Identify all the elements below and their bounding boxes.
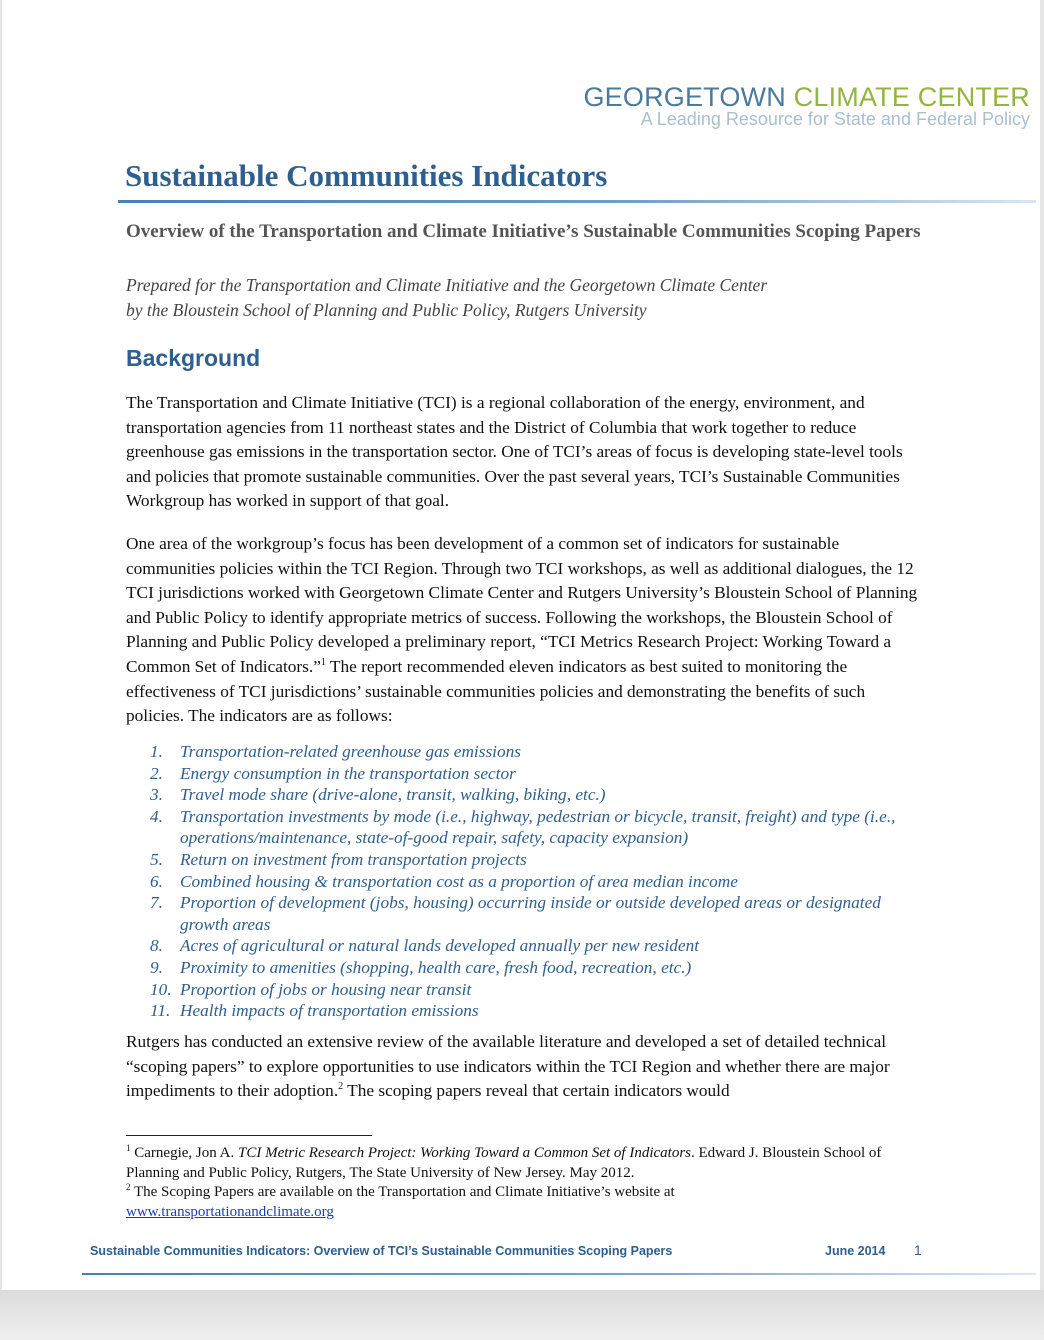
paragraph-3 (126, 1030, 918, 1104)
document-subtitle: Overview of the Transportation and Climate Initiative’s Sustainable Communities Scoping Papers (126, 221, 921, 242)
footnote-1-number: 1 (126, 1143, 131, 1153)
footer-date: June 2014 (825, 1244, 886, 1258)
paragraph-1: The Transportation and Climate Initiative (TCI) is a regional collaboration of the energy, environment, and transportation agencies from 11 northeast states and the District of Columbia that work together to reduce greenhouse gas emissions in the transportation sector. One of TCI’s areas of focus is developing state-level tools and policies that promote sustainable communities. Over the past several years, TCI’s Sustainable Communities Workgroup has worked in support of that goal. (126, 393, 903, 511)
footer-rule (82, 1273, 1036, 1275)
footnote-ref-1[interactable]: 1 (320, 657, 326, 669)
list-number: 2. (150, 763, 163, 783)
list-item-text: Acres of agricultural or natural lands developed annually per new resident (180, 936, 700, 956)
list-item (126, 935, 926, 957)
list-number: 10. (150, 979, 172, 999)
list-number: 4. (150, 806, 163, 826)
list-item-text: Proximity to amenities (shopping, health care, fresh food, recreation, etc.) (180, 957, 692, 977)
list-number: 6. (150, 871, 163, 891)
document-page (2, 0, 1040, 1300)
footnote-2-number: 2 (126, 1182, 131, 1192)
list-item (126, 806, 926, 849)
list-number: 9. (150, 957, 163, 977)
indicator-list (126, 741, 926, 1022)
list-number: 11. (150, 1001, 171, 1021)
prepared-line-2: by the Bloustein School of Planning and Public Policy, Rutgers University (126, 300, 647, 320)
page-title: Sustainable Communities Indicators (125, 158, 608, 193)
list-number: 8. (150, 936, 163, 956)
footer-running-title: Sustainable Communities Indicators: Overview of TCI’s Sustainable Communities Scoping Papers (90, 1244, 673, 1258)
footnote-separator (126, 1135, 372, 1136)
paragraph-3-text-cont: The scoping papers reveal that certain indicators would (343, 1081, 730, 1101)
viewer-background (0, 1290, 1044, 1340)
list-item (126, 892, 926, 935)
paragraph-2 (126, 532, 918, 729)
list-number: 5. (150, 849, 163, 869)
list-number: 7. (150, 893, 163, 913)
list-item (126, 849, 926, 871)
logo-tagline: A Leading Resource for State and Federal Policy (640, 109, 1030, 129)
prepared-for (126, 273, 926, 323)
footnote-2 (126, 1183, 926, 1222)
page-number: 1 (914, 1242, 922, 1258)
logo-georgetown: GEORGETOWN (583, 82, 786, 112)
list-item-text: Energy consumption in the transportation sector (180, 763, 516, 783)
prepared-line-1: Prepared for the Transportation and Climate Initiative and the Georgetown Climate Center (126, 275, 768, 295)
title-underline (118, 200, 1036, 203)
list-item (126, 763, 926, 785)
paragraph-3-text: Rutgers has conducted an extensive review of the available literature and developed a set of detailed technical “scoping papers” to explore opportunities to use indicators within the TCI Region and whether there are major impediments to their adoption. (126, 1032, 890, 1101)
list-item (126, 1000, 926, 1022)
list-item-text: Travel mode share (drive-alone, transit, walking, biking, etc.) (180, 785, 606, 805)
list-item-text: Transportation investments by mode (i.e., highway, pedestrian or bicycle, transit, freight) and type (i.e., operations/maintenance, state-of-good repair, safety, capacity expansion) (180, 806, 896, 848)
tci-website-link[interactable]: www.transportationandclimate.org (126, 1203, 334, 1220)
footnote-1-text: Carnegie, Jon A. (130, 1145, 238, 1161)
list-item (126, 741, 926, 763)
list-item (126, 784, 926, 806)
footnote-1-text-cont: . Edward J. Bloustein School of Planning and Public Policy, Rutgers, The State University of New Jersey. May 2012. (126, 1145, 882, 1181)
logo-climate-center: CLIMATE CENTER (793, 82, 1030, 112)
footnote-1-title: TCI Metric Research Project: Working Toward a Common Set of Indicators (237, 1145, 692, 1161)
paragraph-2-text: One area of the workgroup’s focus has been development of a common set of indicators for sustainable communities policies within the TCI Region. Through two TCI workshops, as well as additional dialogues, the 12 TCI jurisdictions worked with Georgetown Climate Center and Rutgers University’s Bloustein School of Planning and Public Policy to identify appropriate metrics of success. Following the workshops, the Bloustein School of Planning and Public Policy developed a preliminary report, “TCI Metrics Research Project: Working Toward a Common Set of Indicators.” (126, 534, 918, 676)
list-item-text: Proportion of jobs or housing near transit (180, 979, 472, 999)
footnote-ref-2[interactable]: 2 (338, 1081, 344, 1093)
footnote-1 (126, 1144, 926, 1183)
list-item (126, 979, 926, 1001)
list-number: 3. (150, 785, 163, 805)
list-item-text: Transportation-related greenhouse gas emissions (180, 742, 521, 761)
list-item-text: Return on investment from transportation projects (180, 849, 527, 869)
section-heading-background: Background (126, 345, 261, 371)
list-number: 1. (150, 742, 163, 761)
list-item (126, 957, 926, 979)
list-item-text: Combined housing & transportation cost as a proportion of area median income (180, 871, 738, 891)
footnote-2-text: The Scoping Papers are available on the Transportation and Climate Initiative’s website at (130, 1184, 675, 1200)
list-item (126, 871, 926, 893)
list-item-text: Proportion of development (jobs, housing) occurring inside or outside developed areas or designated growth areas (180, 893, 881, 934)
paragraph-2-text-cont: The report recommended eleven indicators as best suited to monitoring the effectiveness of TCI jurisdictions’ sustainable communities policies and demonstrating the benefits of such policies. The indicators are as follows: (126, 656, 866, 726)
list-item-text: Health impacts of transportation emissions (180, 1001, 479, 1021)
